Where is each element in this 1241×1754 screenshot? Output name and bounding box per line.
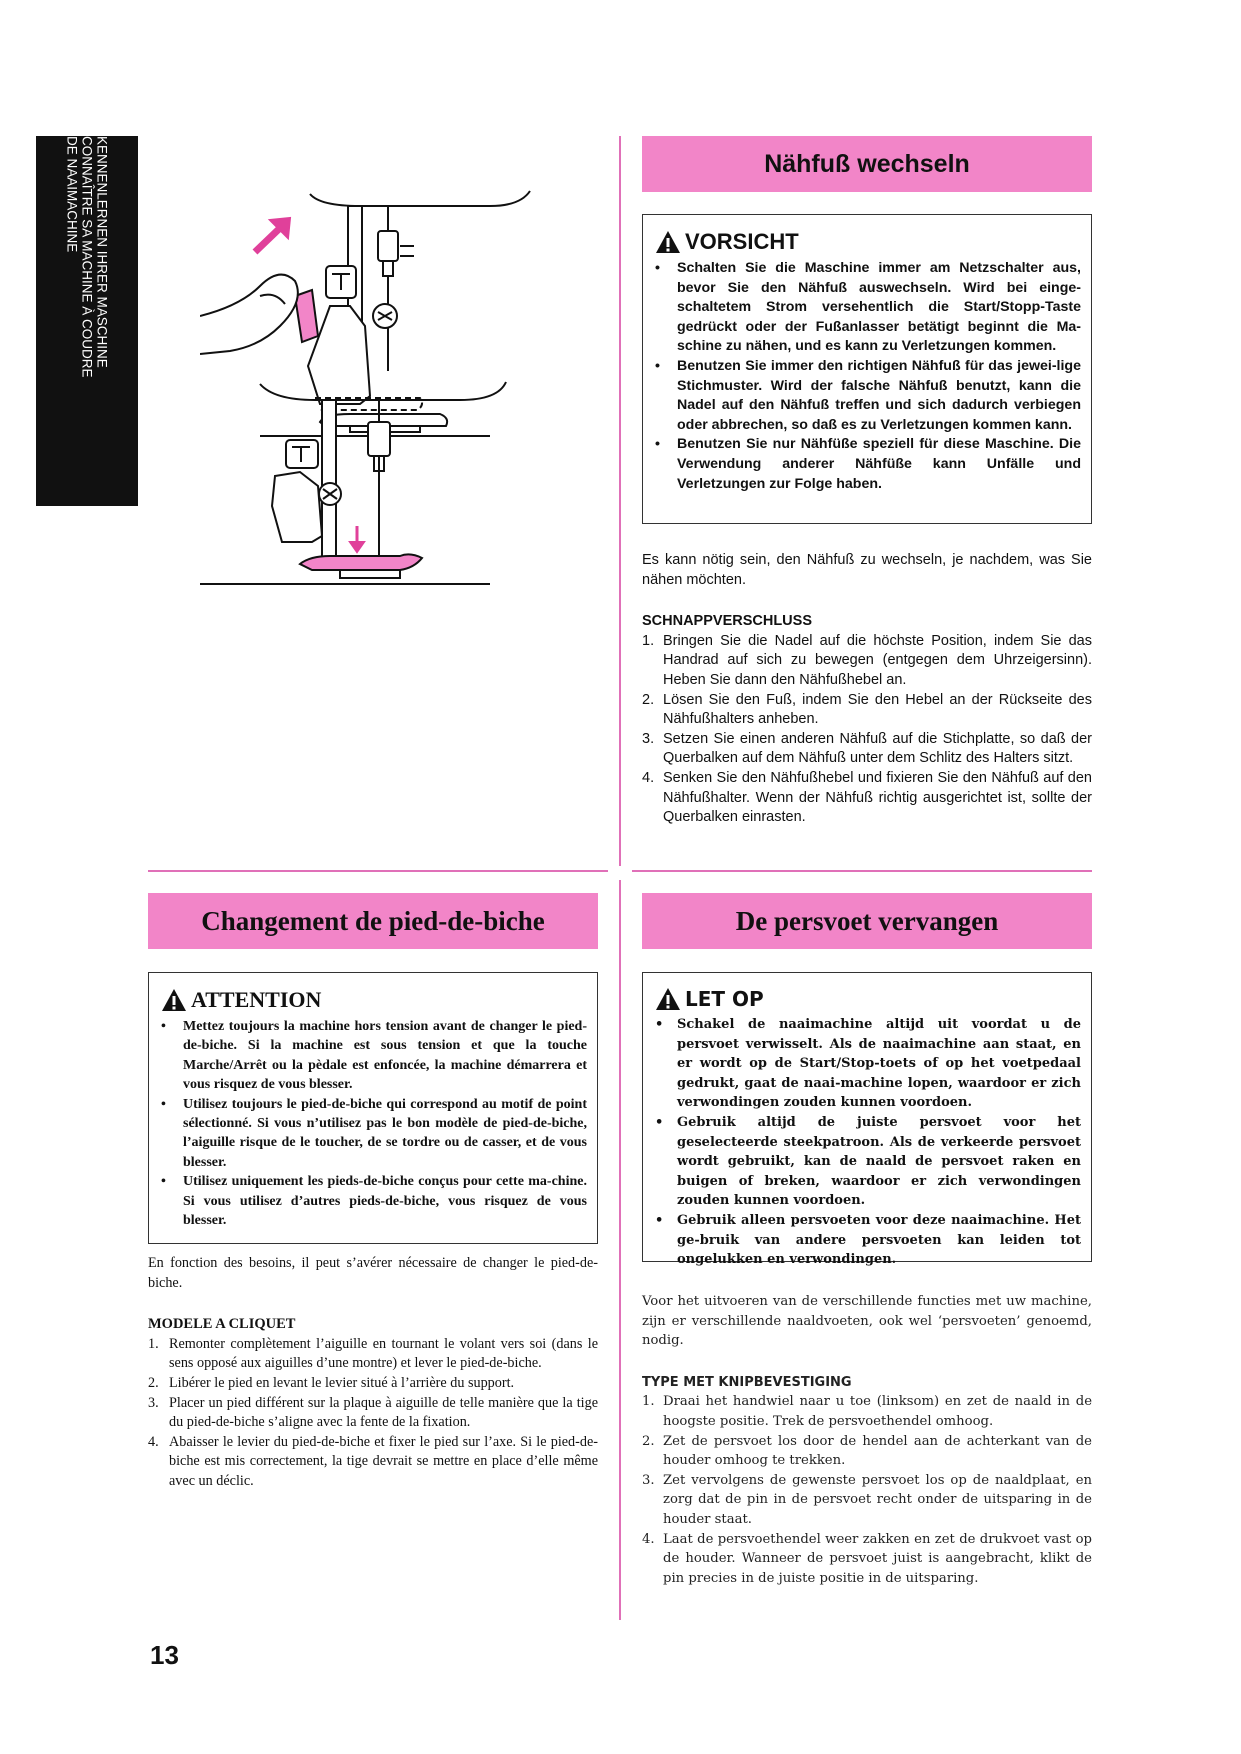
intro-text: En fonction des besoins, il peut s’avérer nécessaire de changer le pied-de-biche. — [148, 1255, 598, 1291]
step-text: Zet de persvoet los door de hendel aan de achterkant van de houder omhoog te trekken. — [663, 1433, 1092, 1469]
step-number: 3. — [642, 1472, 655, 1488]
step-number: 4. — [642, 769, 655, 786]
step-number: 1. — [642, 1394, 655, 1410]
step-item — [642, 1432, 1092, 1471]
caution-heading-nl — [655, 987, 1081, 1011]
subheading: MODELE A CLIQUET — [148, 1316, 296, 1333]
step-item — [148, 1394, 598, 1433]
caution-heading-text: LET OP — [685, 987, 764, 1011]
step-number: 4. — [642, 1531, 655, 1547]
step-text: Lösen Sie den Fuß, indem Sie den Hebel an der Rückseite des Nähfußhalters anheben. — [663, 691, 1092, 728]
body-text-de — [642, 551, 1092, 828]
step-number: 1. — [642, 632, 655, 649]
caution-item-text: Benutzen Sie nur Nähfüße speziell für diese Maschine. Die Verwendung anderer Nähfüße kann Unfälle und Verletzungen zur Folge haben. — [677, 436, 1081, 492]
step-item — [148, 1335, 598, 1374]
caution-box-de — [642, 214, 1092, 524]
caution-item: • Gebruik altijd de juiste persvoet voor het geselecteerde steekpatroon. Als de verkeerde persvoet wordt gebruikt, kan de naald de persvoet raken en buigen of breken, waardoor er zich verwondingen zouden kunnen voordoen. — [655, 1114, 1081, 1209]
warning-icon — [161, 988, 187, 1012]
step-text: Zet vervolgens de gewenste persvoet los op de naaldplaat, en zorg dat de pin in de persvoet recht onder de uitsparing in de houder staat. — [663, 1472, 1092, 1527]
step-text: Laat de persvoethendel weer zakken en zet de drukvoet vast op de houder. Wanneer de persvoet juist is aangebracht, klikt de pin precies in de juiste positie in de uitsparing. — [663, 1531, 1092, 1586]
step-text: Placer un pied différent sur la plaque à aiguille de telle manière que la tige du pied-de-biche s’aligne avec la fente de la fixation. — [169, 1394, 598, 1431]
caution-item: • Schalten Sie die Maschine immer am Netzschalter aus, bevor Sie den Nähfuß auswechseln. Wird bei einge-schaltetem Strom versehentlich die Start/Stopp-Taste gedrückt oder der Fußanlasser betätigt beginnt die Ma-schine zu nähen, und es kann zu Verletzungen kommen. — [655, 260, 1081, 355]
caution-box-fr — [148, 972, 598, 1244]
divider-horizontal-right — [632, 870, 1092, 872]
caution-item: • Mettez toujours la machine hors tension avant de changer le pied-de-biche. Si la machine est sous tension et que la touche Marche/Arrêt ou la pèdale est enfoncée, la machine démarrera et vous risquez de vous blesser. — [161, 1019, 587, 1093]
caution-box-nl — [642, 972, 1092, 1268]
caution-item: • Gebruik alleen persvoeten voor deze naaimachine. Het ge-bruik van andere persvoeten kan leiden tot ongelukken en verwondingen. — [655, 1212, 1081, 1268]
step-item — [642, 730, 1092, 769]
warning-icon — [655, 987, 681, 1011]
caution-item-text: Utilisez toujours le pied-de-biche qui correspond au motif de point sélectionné. Si vous n’utilisez pas le bon modèle de pied-de-biche, l’aiguille risque de le toucher, de se tordre ou de casser, et de vous blesser. — [183, 1096, 587, 1170]
side-tab-line-nl: DE NAAIMACHINE — [64, 136, 80, 253]
step-text: Setzen Sie einen anderen Nähfuß auf die Stichplatte, so daß der Querbalken auf dem Nähfuß unter dem Schlitz des Halters sitzt. — [663, 730, 1092, 767]
body-text-fr — [148, 1254, 598, 1492]
step-number: 3. — [642, 730, 655, 747]
side-tab-line-de: KENNENLERNEN IHRER MASCHINE — [94, 136, 110, 368]
step-number: 2. — [642, 691, 655, 708]
side-tab-line-fr: CONNAÎTRE SA MACHINE À COUDRE — [79, 136, 95, 378]
divider-horizontal-left — [148, 870, 608, 872]
step-number: 2. — [148, 1374, 159, 1391]
step-item — [642, 691, 1092, 730]
caution-item-text: Mettez toujours la machine hors tension avant de changer le pied-de-biche. Si la machine est sous tension et que la touche Marche/Arrêt ou la pèdale est enfoncée, la machine démarrera et vous risquez de vous blesser. — [183, 1019, 587, 1093]
step-text: Remonter complètement l’aiguille en tournant le volant vers soi (dans le sens opposé aux aiguilles d’une montre) et lever le pied-de-biche. — [169, 1335, 598, 1372]
caution-item: • Schakel de naaimachine altijd uit voordat u de persvoet verwisselt. Als de naaimachine aan staat, en er wordt op de Start/Stop-toets of op het voetpedaal gedrukt, gaat de naai-machine lopen, waardoor er zich verwondingen zouden kunnen voordoen. — [655, 1017, 1081, 1111]
step-text: Abaisser le levier du pied-de-biche et fixer le pied sur l’axe. Si le pied-de-biche est mis correctement, la tige devrait se mettre en place d’elle même avec un déclic. — [169, 1433, 598, 1489]
machine-head-outline-top — [310, 191, 530, 206]
warning-icon — [655, 230, 681, 254]
caution-item: • Benutzen Sie nur Nähfüße speziell für diese Maschine. Die Verwendung anderer Nähfüße kann Unfälle und Verletzungen zur Folge haben. — [655, 436, 1081, 492]
subheading: SCHNAPPVERSCHLUSS — [642, 613, 812, 630]
presser-foot-illustration — [200, 186, 590, 656]
section-title-nl: De persvoet vervangen — [642, 893, 1092, 949]
caution-heading-text: VORSICHT — [685, 229, 799, 254]
step-number: 1. — [148, 1335, 159, 1352]
step-number: 2. — [642, 1433, 655, 1449]
intro-text: Es kann nötig sein, den Nähfuß zu wechseln, je nachdem, was Sie nähen möchten. — [642, 552, 1092, 588]
step-item — [642, 1392, 1092, 1431]
caution-heading-text: ATTENTION — [191, 987, 322, 1012]
step-number: 3. — [148, 1394, 159, 1411]
side-tab-text — [65, 136, 110, 506]
step-item — [148, 1374, 598, 1394]
divider-vertical-top — [619, 136, 621, 866]
step-item — [642, 769, 1092, 828]
step-item — [642, 1530, 1092, 1589]
step-item — [148, 1433, 598, 1492]
caution-item: • Utilisez toujours le pied-de-biche qui correspond au motif de point sélectionné. Si vous n’utilisez pas le bon modèle de pied-de-biche, l’aiguille risque de le toucher, de se tordre ou de casser, et de vous blesser. — [161, 1096, 587, 1170]
side-tab — [36, 136, 138, 506]
caution-item-text: Schalten Sie die Maschine immer am Netzschalter aus, bevor Sie den Nähfuß auswechseln. Wird bei einge-schaltetem Strom versehentlich die Start/Stopp-Taste gedrückt oder der Fußanlasser betätigt beginnt die Ma-schine zu nähen, und es kann zu Verletzungen kommen. — [677, 260, 1081, 355]
caution-item-text: Schakel de naaimachine altijd uit voordat u de persvoet verwisselt. Als de naaimachine aan staat, en er wordt op de Start/Stop-toets of op het voetpedaal gedrukt, gaat de naai-machine lopen, waardoor er zich verwondingen zouden kunnen voordoen. — [677, 1017, 1081, 1111]
caution-item-text: Gebruik alleen persvoeten voor deze naaimachine. Het ge-bruik van andere persvoeten kan leiden tot ongelukken en verwondingen. — [677, 1212, 1081, 1268]
subheading: TYPE MET KNIPBEVESTIGING — [642, 1374, 852, 1390]
caution-item-text: Gebruik altijd de juiste persvoet voor het geselecteerde steekpatroon. Als de verkeerde persvoet wordt gebruikt, kan de naald de persvoet raken en buigen of breken, waardoor er zich verwondingen zouden kunnen voordoen. — [677, 1114, 1081, 1209]
step-item — [642, 1471, 1092, 1530]
intro-text: Voor het uitvoeren van de verschillende functies met uw machine, zijn er verschillende naaldvoeten, ook wel ‘persvoeten’ genoemd, nodig. — [642, 1294, 1092, 1349]
caution-heading-fr — [161, 987, 587, 1013]
body-text-nl — [642, 1292, 1092, 1588]
caution-heading-de — [655, 229, 1081, 255]
step-text: Bringen Sie die Nadel auf die höchste Position, indem Sie das Handrad auf sich zu bewegen (entgegen dem Uhrzeigersinn). Heben Sie dann den Nähfußhebel an. — [663, 632, 1092, 688]
step-number: 4. — [148, 1433, 159, 1450]
section-title-fr: Changement de pied-de-biche — [148, 893, 598, 949]
divider-vertical-bottom — [619, 880, 621, 1620]
caution-item: • Benutzen Sie immer den richtigen Nähfuß für das jewei-lige Stichmuster. Wird der falsche Nähfuß benutzt, kann die Nadel auf den Nähfuß treffen und sich dadurch verbiegen oder abbrechen, so daß es zu Verletzungen kommen kann. — [655, 357, 1081, 433]
section-title-de: Nähfuß wechseln — [642, 136, 1092, 192]
page-number: 13 — [150, 1640, 179, 1670]
step-text: Draai het handwiel naar u toe (linksom) en zet de naald in de hoogste positie. Trek de persvoethendel omhoog. — [663, 1394, 1092, 1429]
caution-item-text: Benutzen Sie immer den richtigen Nähfuß für das jewei-lige Stichmuster. Wird der falsche Nähfuß benutzt, kann die Nadel auf den Nähfuß treffen und sich dadurch verbiegen oder abbrechen, so daß es zu Verletzungen kommen kann. — [677, 357, 1081, 433]
step-text: Senken Sie den Nähfußhebel und fixieren Sie den Nähfuß auf den Nähfußhalter. Wenn der Nähfuß richtig ausgerichtet ist, sollte der Querbalken einrasten. — [663, 769, 1092, 826]
caution-item-text: Utilisez uniquement les pieds-de-biche conçus pour cette ma-chine. Si vous utilisez d’autres pieds-de-biche, vous risquez de vous blesser. — [183, 1174, 587, 1229]
step-item — [642, 632, 1092, 691]
caution-item: • Utilisez uniquement les pieds-de-biche conçus pour cette ma-chine. Si vous utilisez d’autres pieds-de-biche, vous risquez de vous blesser. — [161, 1174, 587, 1229]
step-text: Libérer le pied en levant le levier situé à l’arrière du support. — [169, 1374, 515, 1391]
